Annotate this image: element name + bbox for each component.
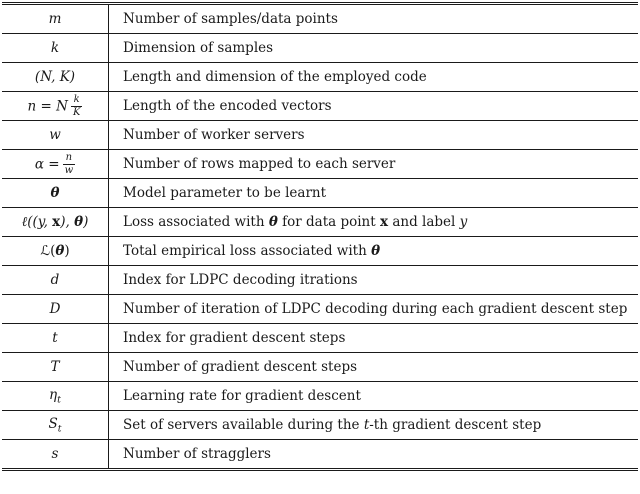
math-symbol: w xyxy=(49,127,61,143)
table-row xyxy=(2,237,638,266)
description-cell: Dimension of samples xyxy=(109,34,639,63)
math-symbol: ) xyxy=(83,214,89,230)
description-cell: Number of worker servers xyxy=(109,121,639,150)
description-cell: Model parameter to be learnt xyxy=(109,179,639,208)
description-cell: Number of rows mapped to each server xyxy=(109,150,639,179)
fraction-numerator: n xyxy=(63,152,76,165)
description-text: Set of servers available during the xyxy=(123,417,364,433)
math-symbol: x xyxy=(52,214,61,230)
table-row xyxy=(2,411,638,440)
symbol-cell xyxy=(2,295,109,324)
math-symbol: T xyxy=(50,359,60,375)
symbol-cell xyxy=(2,121,109,150)
symbol-cell xyxy=(2,411,109,440)
table-row xyxy=(2,179,638,208)
description-text: -th gradient descent step xyxy=(369,417,542,433)
table-row xyxy=(2,440,638,470)
fraction-denominator: K xyxy=(72,106,81,118)
table-row xyxy=(2,92,638,121)
math-symbol: n = N xyxy=(27,98,68,115)
math-symbol: t xyxy=(52,330,58,346)
symbol-cell xyxy=(2,353,109,382)
math-symbol: θ xyxy=(371,243,381,259)
symbol-cell xyxy=(2,34,109,63)
table-row xyxy=(2,353,638,382)
symbol-cell xyxy=(2,266,109,295)
description-cell: Length and dimension of the employed code xyxy=(109,63,639,92)
symbol-subscript: t xyxy=(57,423,62,435)
math-symbol: θ xyxy=(74,214,84,230)
math-symbol: ℒ( xyxy=(40,243,56,259)
fraction-denominator: w xyxy=(64,164,74,176)
math-symbol: θ xyxy=(55,243,65,259)
math-symbol: D xyxy=(49,301,61,317)
table-row xyxy=(2,324,638,353)
description-text: for data point xyxy=(277,214,380,230)
symbol-cell xyxy=(2,382,109,411)
symbol-cell xyxy=(2,150,109,179)
math-symbol: t xyxy=(363,417,370,433)
description-cell xyxy=(109,237,639,266)
math-symbol: s xyxy=(51,446,59,462)
symbol-cell xyxy=(2,324,109,353)
description-cell: Number of iteration of LDPC decoding during each gradient descent step xyxy=(109,295,639,324)
table-row xyxy=(2,34,638,63)
table-row xyxy=(2,208,638,237)
description-cell: Index for gradient descent steps xyxy=(109,324,639,353)
fraction xyxy=(63,152,76,176)
math-symbol: x xyxy=(379,214,389,230)
fraction-numerator: k xyxy=(71,94,82,107)
math-symbol: S xyxy=(48,415,58,432)
symbol-cell xyxy=(2,92,109,121)
description-cell: Number of samples/data points xyxy=(109,4,639,34)
math-symbol: θ xyxy=(268,214,278,230)
notation-table-body xyxy=(2,4,638,470)
description-cell: Number of gradient descent steps xyxy=(109,353,639,382)
math-symbol: α = xyxy=(34,156,60,173)
symbol-cell xyxy=(2,4,109,34)
table-row xyxy=(2,295,638,324)
symbol-cell xyxy=(2,179,109,208)
math-symbol: ℓ((y, xyxy=(21,214,53,230)
description-cell xyxy=(109,411,639,440)
table-row xyxy=(2,121,638,150)
math-symbol: y xyxy=(459,214,468,230)
table-row xyxy=(2,63,638,92)
math-symbol: k xyxy=(50,40,60,56)
math-symbol: η xyxy=(49,386,58,403)
table-row xyxy=(2,4,638,34)
symbol-cell xyxy=(2,208,109,237)
description-text: and label xyxy=(388,214,460,230)
description-cell xyxy=(109,208,639,237)
notation-table xyxy=(2,2,638,471)
math-symbol: ) xyxy=(64,243,70,259)
symbol-cell xyxy=(2,237,109,266)
description-cell: Learning rate for gradient descent xyxy=(109,382,639,411)
table-row xyxy=(2,266,638,295)
math-symbol: ), xyxy=(60,214,75,230)
math-symbol: θ xyxy=(50,185,60,201)
description-text: Loss associated with xyxy=(123,214,269,230)
table-row xyxy=(2,150,638,179)
symbol-subscript: t xyxy=(57,394,61,406)
description-cell: Index for LDPC decoding itrations xyxy=(109,266,639,295)
math-symbol: (N, K) xyxy=(34,69,76,85)
table-row xyxy=(2,382,638,411)
symbol-cell xyxy=(2,440,109,470)
symbol-cell xyxy=(2,63,109,92)
math-symbol: d xyxy=(50,272,60,288)
description-cell: Length of the encoded vectors xyxy=(109,92,639,121)
description-cell: Number of stragglers xyxy=(123,446,271,462)
fraction xyxy=(71,94,82,118)
description-text: Total empirical loss associated with xyxy=(123,243,372,259)
math-symbol: m xyxy=(48,11,62,27)
